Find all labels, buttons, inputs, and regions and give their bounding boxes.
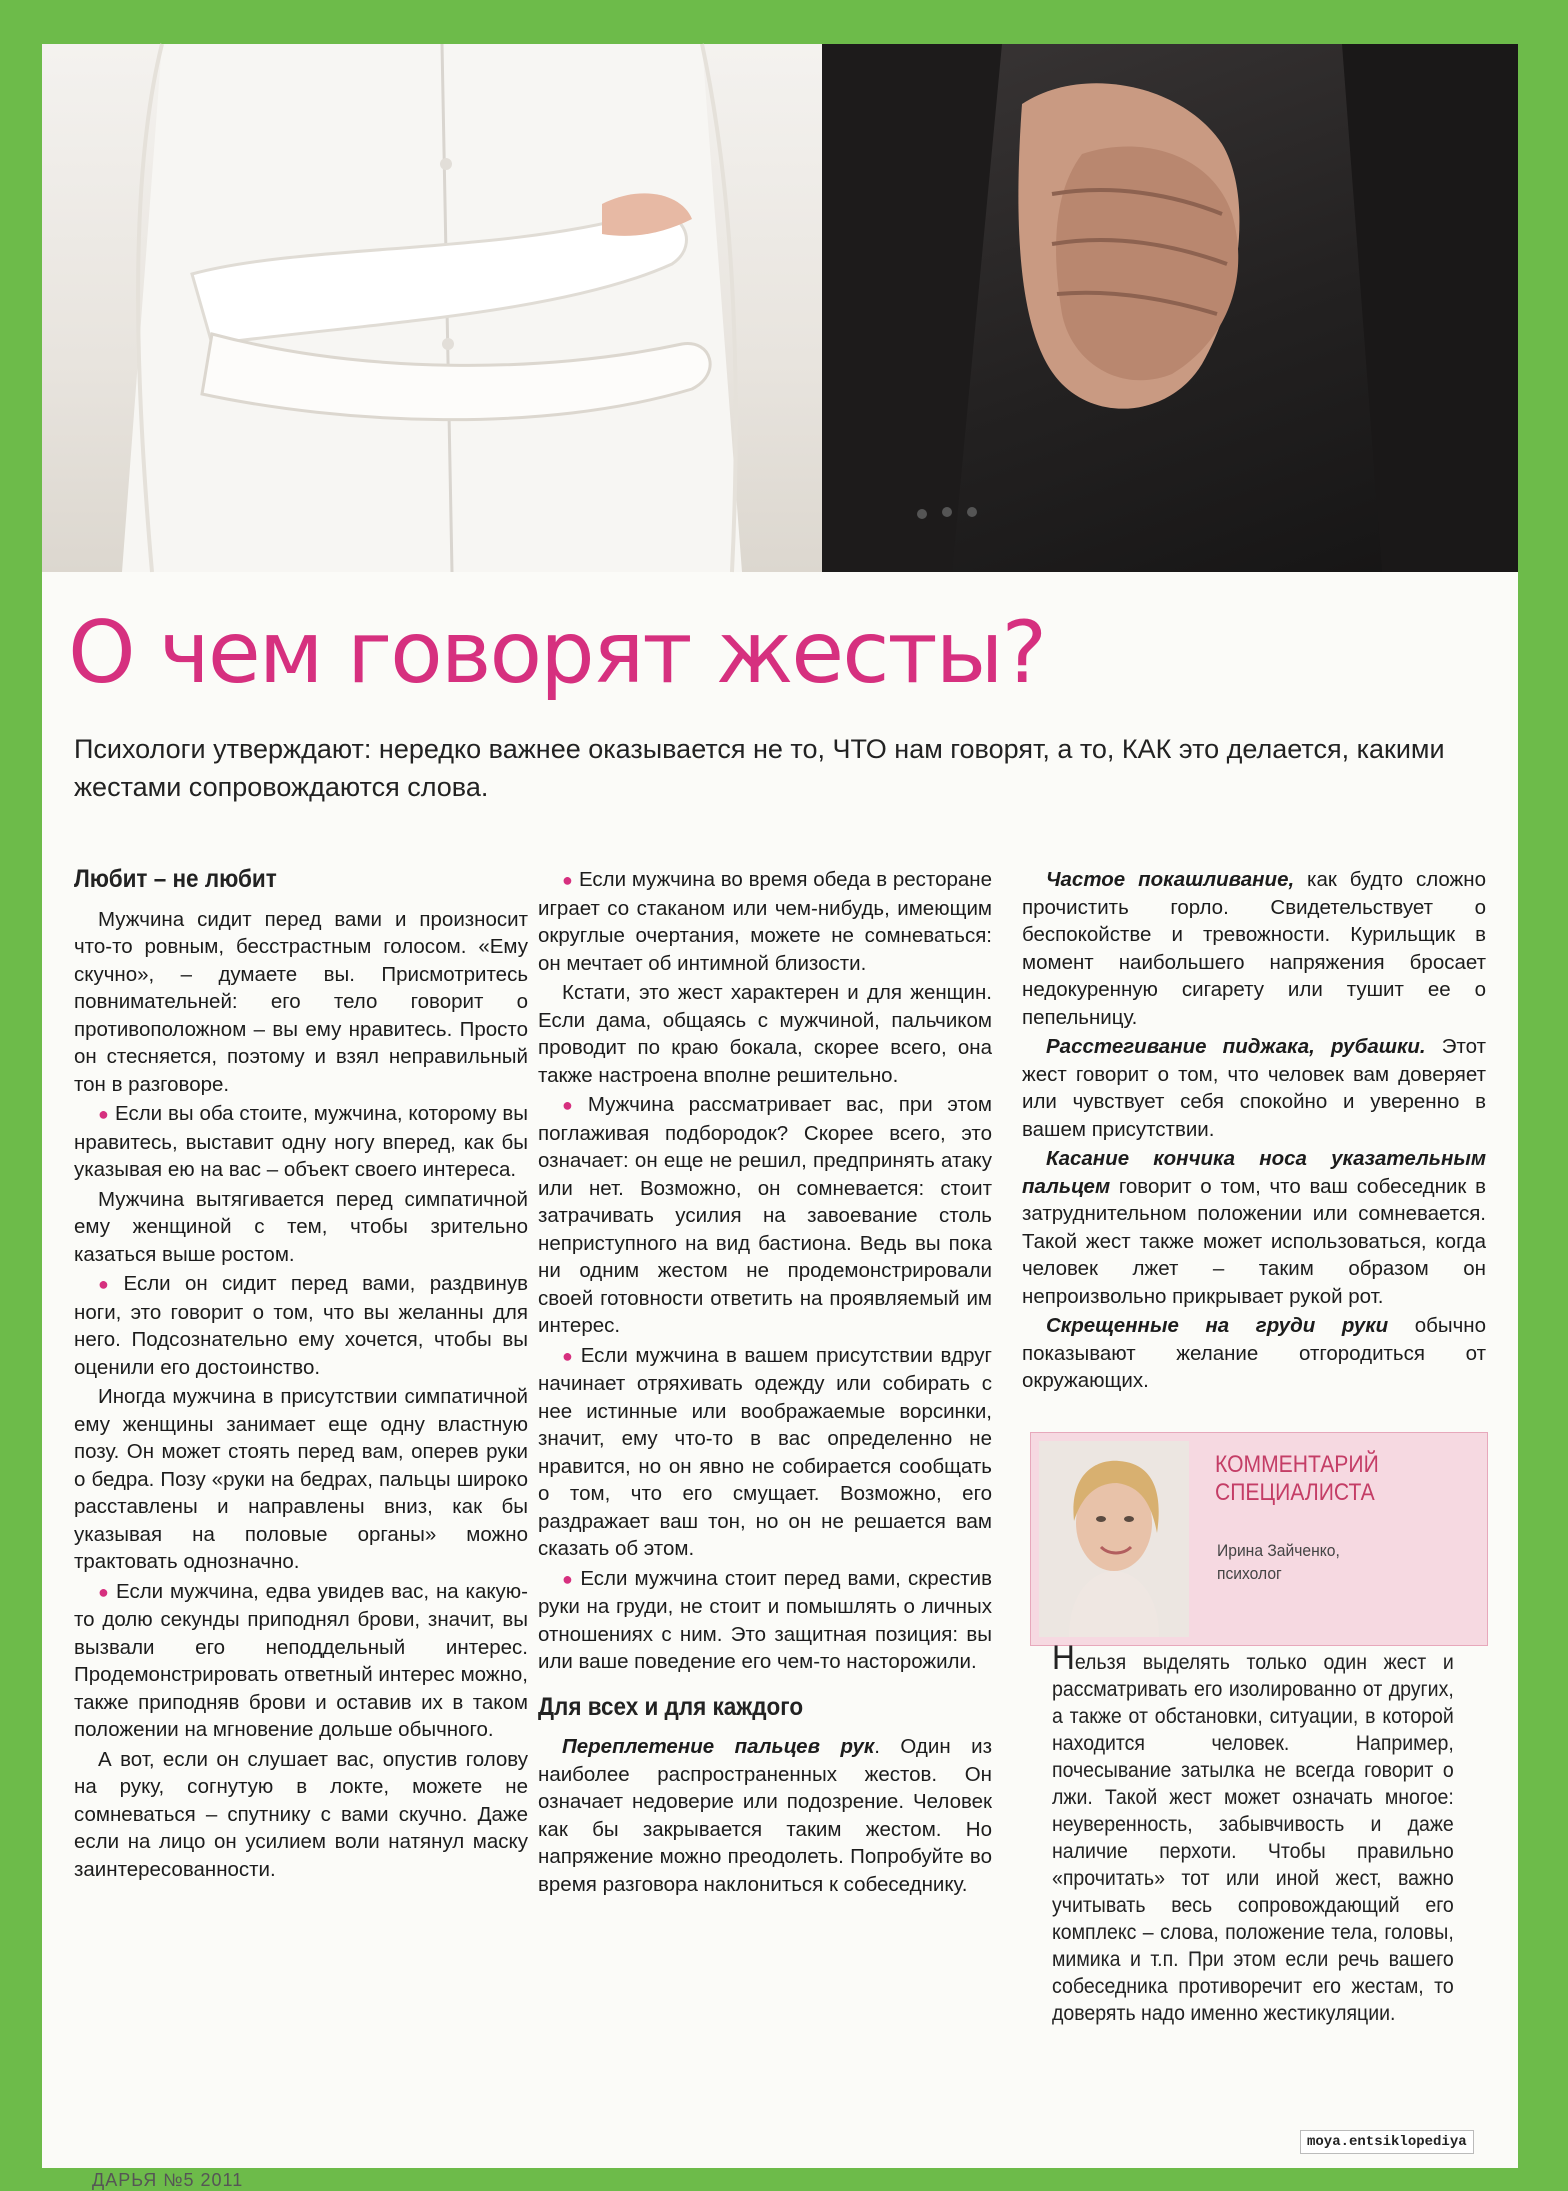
section-heading-everyone: Для всех и для каждого [538, 1692, 804, 1721]
column-3 [1022, 866, 1486, 1397]
bullet-paragraph: ● Если мужчина в вашем присутствии вдруг начинает отряхивать одежду или собирать с нее истинные или воображаемые ворсинки, значит, ему что-то в вас определенно не нравится, но он явно не собирается сообщать о том, что его смущает. Возможно, его раздражает ваш тон, но он не решается вам сказать об этом. [538, 1343, 993, 1560]
bullet-icon: ● [98, 1581, 111, 1602]
bullet-paragraph: ● Если мужчина стоит перед вами, скрестив руки на груди, не стоит и помышлять о личных отношениях с ним. Это защитная позиция: вы или ваше поведение его чем-то насторожили. [538, 1566, 992, 1673]
photo-clasped-hands [822, 44, 1518, 572]
comment-author: Ирина Зайченко, психолог [1217, 1541, 1340, 1583]
expert-portrait [1039, 1441, 1189, 1637]
bullet-paragraph: ● Если он сидит перед вами, раздвинув ноги, это говорит о том, что вы желанны для него. Подсознательно ему хочется, чтобы вы оценили его достоинство. [74, 1272, 528, 1379]
article-title: О чем говорят жесты? [68, 603, 1046, 703]
paragraph: Мужчина сидит перед вами и произносит что-то ровным, бесстрастным голосом. «Ему скучно», – думаете вы. Присмотритесь повнимательней: его тело говорит о противоположном – вы ему нравитесь. Просто он стесняется, поэтому и взял неправильный тон в разговоре. [74, 907, 528, 1096]
paragraph: Кстати, это жест характерен и для женщин. Если дама, общаясь с мужчиной, пальчиком проводит по краю бокала, скорее всего, она также настроена вполне решительно. [538, 981, 992, 1087]
bullet-icon: ● [98, 1274, 118, 1294]
watermark-label: moya.entsiklopediya [1300, 2130, 1474, 2154]
crossed-arms-illustration [42, 44, 822, 572]
paragraph: А вот, если он слушает вас, опустив голову на руку, согнутую в локте, можете не сомневаться – спутнику с вами скучно. Даже если на лицо он усилием воли натянул маску заинтересованности. [74, 1747, 528, 1881]
comment-body: Нельзя выделять только один жест и рассматривать его изолированно от других, а также от обстановки, ситуации, в которой находится человек. Например, почесывание затылка не всегда говорит о лжи. Такой жест может означать многое: неуверенность, забывчивость и даже наличие перхоти. Чтобы правильно «прочитать» тот или иной жест, важно учитывать весь сопровождающий его комплекс – слова, положение тела, головы, мимика и т.п. При этом если речь вашего собеседника противоречит его жестам, то доверять надо именно жестикуляции. [1052, 1639, 1454, 2025]
bullet-icon: ● [562, 1095, 582, 1115]
bullet-paragraph: ● Если мужчина во время обеда в ресторане играет со стаканом или чем-нибудь, имеющим округлые очертания, можете не сомневаться: он мечтает об интимной близости. [538, 868, 993, 975]
dropcap: Н [1052, 1639, 1075, 1677]
bullet-icon: ● [562, 1345, 575, 1366]
bullet-icon: ● [98, 1104, 110, 1124]
paragraph: Касание кончика носа указательным пальцем говорит о том, что ваш собеседник в затруднительном положении или сомневается. Такой жест также может использоваться, когда человек лжет – таким образом он непроизвольно прикрывает рукой рот. [1022, 1147, 1486, 1308]
photo-crossed-arms [42, 44, 822, 572]
column-1 [74, 866, 528, 1885]
magazine-page [42, 44, 1518, 2190]
issue-label: ДАРЬЯ №5 2011 [92, 2170, 244, 2190]
column-2 [538, 866, 992, 1900]
section-heading-likes: Любит – не любит [74, 865, 277, 893]
paragraph: Расстегивание пиджака, рубашки. Этот жест говорит о том, что человек вам доверяет или чувствует себя спокойно и уверенно в вашем присутствии. [1022, 1035, 1486, 1141]
article-lead: Психологи утверждают: нередко важнее оказывается не то, ЧТО нам говорят, а то, КАК это делается, какими жестами сопровождаются слова. [74, 734, 1445, 802]
paragraph: Иногда мужчина в присутствии симпатичной ему женщины занимает еще одну властную позу. Он может стоять перед вам, оперев руки о бедра. Позу «руки на бедрах, пальцы широко расставлены и направлены вниз, как бы указывая на половые органы» можно трактовать однозначно. [74, 1385, 528, 1573]
paragraph: Скрещенные на груди руки обычно показывают желание отгородиться от окружающих. [1022, 1314, 1486, 1392]
bullet-paragraph: ● Мужчина рассматривает вас, при этом поглаживая подбородок? Скорее всего, это означает: он еще не решил, предпринять атаку или нет. Возможно, он сомневается: стоит затрачивать усилия на завоевание столь неприступного на вид бастиона. Ведь вы пока ни одним жестом не продемонстрировали своей готовности ответить на проявляемый им интерес. [538, 1093, 992, 1337]
bullet-paragraph: ● Если вы оба стоите, мужчина, которому вы нравитесь, выставит одну ногу вперед, как бы указывая ею на вас – объект своего интереса. [74, 1102, 528, 1181]
paragraph: Переплетение пальцев рук. Один из наиболее распространенных жестов. Он означает недоверие или подозрение. Человек как бы закрывается таким жестом. Но напряжение можно преодолеть. Попробуйте во время разговора наклониться к собеседнику. [538, 1735, 993, 1896]
comment-heading: КОММЕНТАРИЙ СПЕЦИАЛИСТА [1215, 1451, 1379, 1506]
bullet-paragraph: ● Если мужчина, едва увидев вас, на какую-то долю секунды приподнял брови, значит, вы вызвали его неподдельный интерес. Продемонстрировать ответный интерес можно, также приподняв брови и оставив их в таком положении на мгновение дольше обычного. [74, 1579, 528, 1741]
expert-avatar [1039, 1441, 1189, 1637]
paragraph: Частое покашливание, как будто сложно прочистить горло. Свидетельствует о беспокойстве и тревожности. Курильщик в момент наибольшего напряжения бросает недокуренную сигарету или тушит ее о пепельницу. [1022, 868, 1486, 1029]
bullet-icon: ● [562, 1568, 575, 1589]
bullet-icon: ● [562, 870, 573, 890]
clasped-hands-illustration [822, 44, 1518, 572]
expert-comment-card [1030, 1432, 1488, 1646]
paragraph: Мужчина вытягивается перед симпатичной ему женщиной с тем, чтобы зрительно казаться выше ростом. [74, 1187, 528, 1266]
